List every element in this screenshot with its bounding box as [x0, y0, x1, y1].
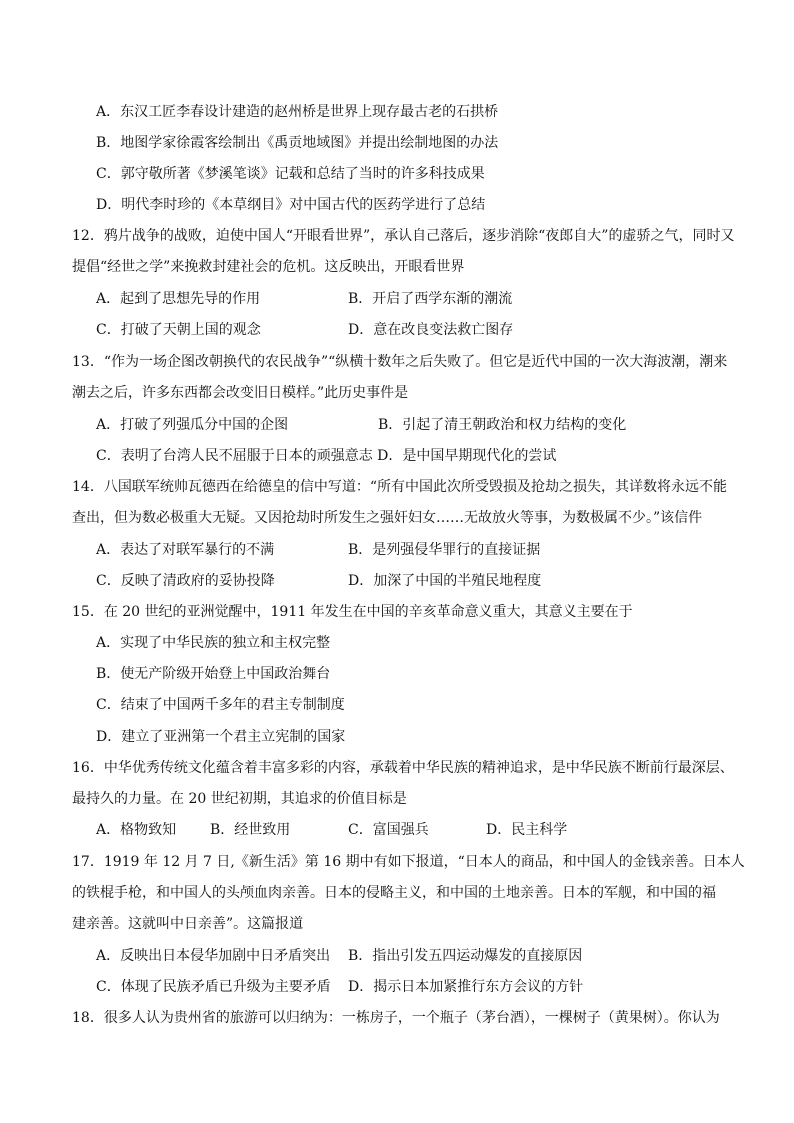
q14-option-a: A．表达了对联军暴行的不满 [96, 542, 275, 558]
q17-option-d: D．揭示日本加紧推行东方会议的方针 [348, 979, 584, 995]
q12-option-d: D．意在改良变法救亡图存 [348, 322, 514, 338]
q16-option-b: B．经世致用 [210, 822, 291, 838]
q15-option-c: C．结束了中国两千多年的君主专制制度 [96, 697, 345, 713]
q15-option-b: B．使无产阶级开始登上中国政治舞台 [96, 666, 331, 682]
q16-option-d: D．民主科学 [486, 822, 568, 838]
q15-option-d: D．建立了亚洲第一个君主立宪制的国家 [96, 729, 346, 745]
q15-stem-line1: 15．在 20 世纪的亚洲觉醒中，1911 年发生在中国的辛亥革命意义重大，其意义主要在于 [72, 604, 633, 620]
q13-option-a: A．打破了列强瓜分中国的企图 [96, 417, 289, 433]
q17-stem-line3: 建亲善。这就叫中日亲善”。这篇报道 [72, 916, 304, 932]
q18-stem-line1: 18．很多人认为贵州省的旅游可以归纳为：一栋房子，一个瓶子（茅台酒），一棵树子（黄果树）。你认为 [72, 1010, 720, 1026]
q13-stem-line2: 潮去之后，许多东西都会改变旧日模样。”此历史事件是 [72, 385, 409, 401]
q16-option-a: A．格物致知 [96, 822, 177, 838]
q12-stem-line1: 12．鸦片战争的战败，迫使中国人“开眼看世界”，承认自己落后，逐步消除“夜郎自大”的虚骄之气，同时又 [72, 228, 735, 244]
q14-stem-line1: 14．八国联军统帅瓦德西在给德皇的信中写道：“所有中国此次所受毁损及抢劫之损失，其详数将永远不能 [72, 479, 727, 495]
q14-option-c: C．反映了清政府的妥协投降 [96, 573, 275, 589]
q17-option-c: C．体现了民族矛盾已升级为主要矛盾 [96, 979, 331, 995]
q16-stem-line2: 最持久的力量。在 20 世纪初期，其追求的价值目标是 [72, 791, 407, 807]
q16-stem-line1: 16．中华优秀传统文化蕴含着丰富多彩的内容，承载着中华民族的精神追求，是中华民族不断前行最深层、 [72, 760, 734, 776]
q11-option-d: D．明代李时珍的《本草纲目》对中国古代的医药学进行了总结 [96, 197, 486, 213]
q17-option-b: B．指出引发五四运动爆发的直接原因 [348, 948, 583, 964]
q12-option-c: C．打破了天朝上国的观念 [96, 322, 261, 338]
q11-option-c: C．郭守敬所著《梦溪笔谈》记载和总结了当时的许多科技成果 [96, 166, 485, 182]
q17-option-a: A．反映出日本侵华加剧中日矛盾突出 [96, 948, 331, 964]
q15-option-a: A．实现了中华民族的独立和主权完整 [96, 635, 331, 651]
q12-option-b: B．开启了西学东渐的潮流 [348, 291, 513, 307]
q14-option-b: B．是列强侵华罪行的直接证据 [348, 542, 541, 558]
q12-option-a: A．起到了思想先导的作用 [96, 291, 261, 307]
q11-option-a: A．东汉工匠李春设计建造的赵州桥是世界上现存最古老的石拱桥 [96, 104, 499, 120]
q13-option-cd: C．表明了台湾人民不屈服于日本的顽强意志 D．是中国早期现代化的尝试 [96, 448, 557, 464]
q14-option-d: D．加深了中国的半殖民地程度 [348, 573, 542, 589]
q17-stem-line1: 17．1919 年 12 月 7 日,《新生活》第 16 期中有如下报道，“日本人的商品，和中国人的金钱亲善。日本人 [72, 854, 745, 870]
q17-stem-line2: 的铁棍手枪，和中国人的头颅血肉亲善。日本的侵略主义，和中国的土地亲善。日本的军舰，和中国的福 [72, 885, 716, 901]
q13-stem-line1: 13．“作为一场企图改朝换代的农民战争”“纵横十数年之后失败了。但它是近代中国的一次大海波潮，潮来 [72, 354, 728, 370]
q11-option-b: B．地图学家徐霞客绘制出《禹贡地域图》并提出绘制地图的办法 [96, 135, 499, 151]
q12-stem-line2: 提倡“经世之学”来挽救封建社会的危机。这反映出，开眼看世界 [72, 259, 465, 275]
q14-stem-line2: 查出，但为数必极重大无疑。又因抢劫时所发生之强奸妇女……无故放火等事，为数极属不少。”该信件 [72, 510, 703, 526]
q16-option-c: C．富国强兵 [348, 822, 429, 838]
q13-option-b: B．引起了清王朝政治和权力结构的变化 [378, 417, 627, 433]
